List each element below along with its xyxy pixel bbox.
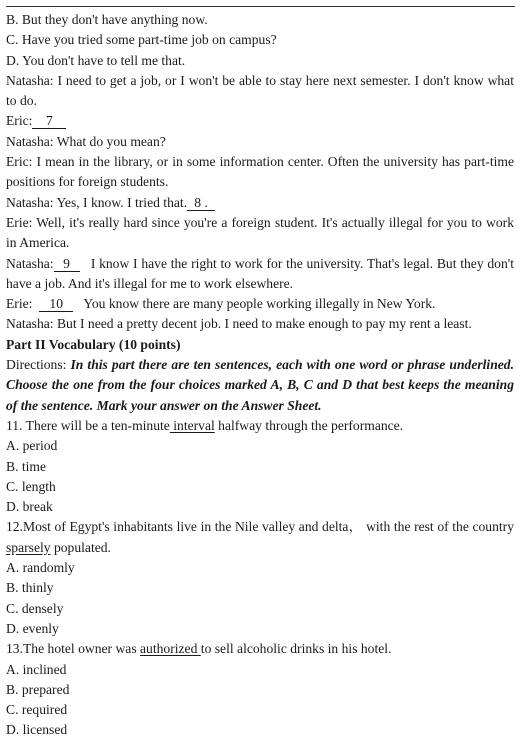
directions-label: Directions: — [6, 357, 67, 373]
dialogue-natasha-4: Natasha: But I need a pretty decent job. I need to make enough to pay my rent a least. — [6, 316, 472, 332]
q11-option-d: D. break — [6, 499, 53, 515]
question-stem: 12.Most of Egypt's inhabitants live in the Nile valley and delta， with the rest of the country — [6, 519, 514, 535]
q12-option-c: C. densely — [6, 600, 64, 616]
line-text: You know there are many people working illegally in New York. — [83, 296, 436, 312]
question-stem: 13.The hotel owner was — [6, 641, 141, 657]
option-c: C. Have you tried some part-time job on campus? — [6, 32, 277, 48]
q11-option-a: A. period — [6, 438, 58, 454]
dialogue-eric-2: Eric: I mean in the library, or in some information center. Often the university has part-time positions for foreign students. — [6, 154, 514, 190]
dialogue-eric-3: Erie: Well, it's really hard since you're a foreign student. It's actually illegal for you to work in America. — [6, 214, 514, 251]
q11-option-c: C. length — [6, 478, 56, 494]
dialogue-natasha-2: Natasha: What do you mean? — [6, 133, 166, 149]
speaker: Natasha: — [6, 255, 54, 271]
q13-option-a: A. inclined — [6, 661, 67, 677]
blank-9: 9 — [54, 257, 80, 272]
q12-option-b: B. thinly — [6, 580, 54, 596]
underlined-word: authorized — [140, 641, 201, 657]
q13-option-c: C. required — [6, 702, 68, 718]
dialogue-eric-blank-10 — [6, 294, 514, 314]
line-text: Natasha: Yes, I know. I tried that. — [6, 194, 188, 210]
underlined-word: interval — [169, 417, 215, 433]
exam-page — [6, 10, 514, 741]
line-text: I know I have the right to work for the university. That's legal. But they don't have a job. And it's illegal for me to work elsewhere. — [6, 255, 514, 291]
top-rule — [6, 6, 515, 7]
q12-option-a: A. randomly — [6, 560, 75, 576]
dialogue-natasha-blank-8 — [6, 193, 514, 213]
question-stem-end: to sell alcoholic drinks in his hotel. — [200, 641, 392, 657]
dialogue-natasha-1: Natasha: I need to get a job, or I won't be able to stay here next semester. I don't know what to do. — [6, 72, 514, 109]
dialogue-eric-blank-7 — [6, 111, 514, 131]
q13-option-d: D. licensed — [6, 722, 68, 738]
q11-option-b: B. time — [6, 458, 47, 474]
dialogue-natasha-blank-9 — [6, 254, 514, 295]
underlined-word: sparsely — [6, 539, 51, 555]
question-stem-end: populated. — [50, 539, 111, 555]
question-stem-end: halfway through the performance. — [214, 417, 404, 433]
directions — [6, 355, 514, 416]
blank-8: 8 . — [187, 196, 215, 211]
q12-option-d: D. evenly — [6, 620, 59, 636]
blank-7: 7 — [32, 114, 66, 129]
directions-text: In this part there are ten sentences, each with one word or phrase underlined. Choose the one from the four choices marked A, B, C and D that best keeps the meaning of the sentence. Mark your answer on the Answer Sheet. — [6, 357, 514, 413]
speaker: Eric: — [6, 113, 33, 129]
q13-option-b: B. prepared — [6, 681, 70, 697]
option-d: D. You don't have to tell me that. — [6, 52, 186, 68]
speaker: Erie: — [6, 296, 33, 312]
question-11 — [6, 416, 514, 436]
section-heading: Part II Vocabulary (10 points) — [6, 336, 181, 352]
question-13 — [6, 639, 514, 659]
option-b: B. But they don't have anything now. — [6, 12, 208, 27]
blank-10: 10 — [39, 297, 73, 312]
question-stem: 11. There will be a ten-minute — [6, 417, 170, 433]
question-12 — [6, 517, 514, 558]
